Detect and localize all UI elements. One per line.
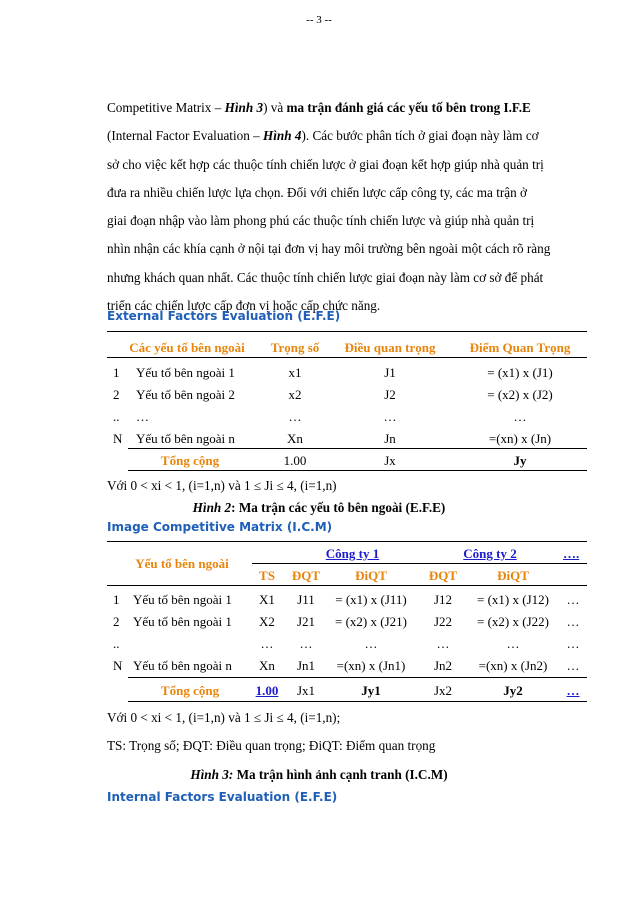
efe-top-rule [107,331,587,332]
page-number: -- 3 -- [306,14,332,26]
intro-line: giai đoạn nhập vào làm phong phú các thuộc tính chiến lược và giúp nhà quản trị [107,213,535,229]
intro-line: nhưng khách quan nhất. Các thuộc tính chiến lược giai đoạn này làm cơ sở để phát [107,269,544,285]
efe-caption: Hình 2: Ma trận các yếu tô bên ngoài (E.F.E) [192,500,446,515]
efe-total-rule [128,448,587,449]
icm-company1-header: Công ty 1 [325,546,380,561]
icm-header-factor: Yếu tố bên ngoài [135,556,229,571]
efe-header-importance: Điều quan trọng [344,340,436,355]
efe-bottom-rule [128,470,587,471]
icm-note: Với 0 < xi < 1, (i=1,n) và 1 ≤ Ji ≤ 4, (i=1,n); [107,710,341,725]
efe-header-rule [107,357,587,358]
icm-company-rule [252,563,587,564]
icm-heading: Image Competitive Matrix (I.C.M) [107,520,333,534]
icm-more-header: …. [563,546,580,561]
efe-header-row [0,340,638,358]
icm-header-rule [107,585,587,586]
intro-line: nhìn nhận các khía cạnh ở nội tại đơn vị hay môi trường bên ngoài một cách rõ ràng [107,241,551,257]
ife-heading: Internal Factors Evaluation (E.F.E) [107,790,338,804]
intro-line: (Internal Factor Evaluation – Hình 4). Các bước phân tích ở giai đoạn này làm cơ [107,128,539,144]
efe-header-weight: Trọng số [270,340,320,355]
icm-bottom-rule [128,701,587,702]
efe-note: Với 0 < xi < 1, (i=1,n) và 1 ≤ Ji ≤ 4, (i=1,n) [107,478,337,493]
efe-header-score: Điểm Quan Trọng [469,340,571,355]
icm-caption: Hình 3: Ma trận hình ảnh cạnh tranh (I.C.M) [190,767,448,782]
intro-paragraph [107,94,595,320]
icm-total-rule [128,677,587,678]
intro-line: triển các chiến lược cấp đơn vị hoặc cấp chức năng. [107,298,381,314]
intro-line: sở cho việc kết hợp các thuộc tính chiến lược ở giai đoạn kết hợp giúp nhà quản trị [107,156,544,172]
efe-header-factor: Các yếu tố bên ngoài [129,340,245,355]
icm-company2-header: Công ty 2 [463,546,517,561]
icm-legend: TS: Trọng số; ĐQT: Điều quan trọng; ĐiQT: Điểm quan trọng [107,738,436,753]
intro-line: Competitive Matrix – Hình 3) và ma trận đánh giá các yếu tố bên trong I.F.E [107,100,531,115]
intro-line: đưa ra nhiều chiến lược lựa chọn. Đối với chiến lược cấp công ty, các ma trận ở [107,184,527,200]
efe-heading: External Factors Evaluation (E.F.E) [107,309,341,323]
icm-top-rule [107,541,587,542]
